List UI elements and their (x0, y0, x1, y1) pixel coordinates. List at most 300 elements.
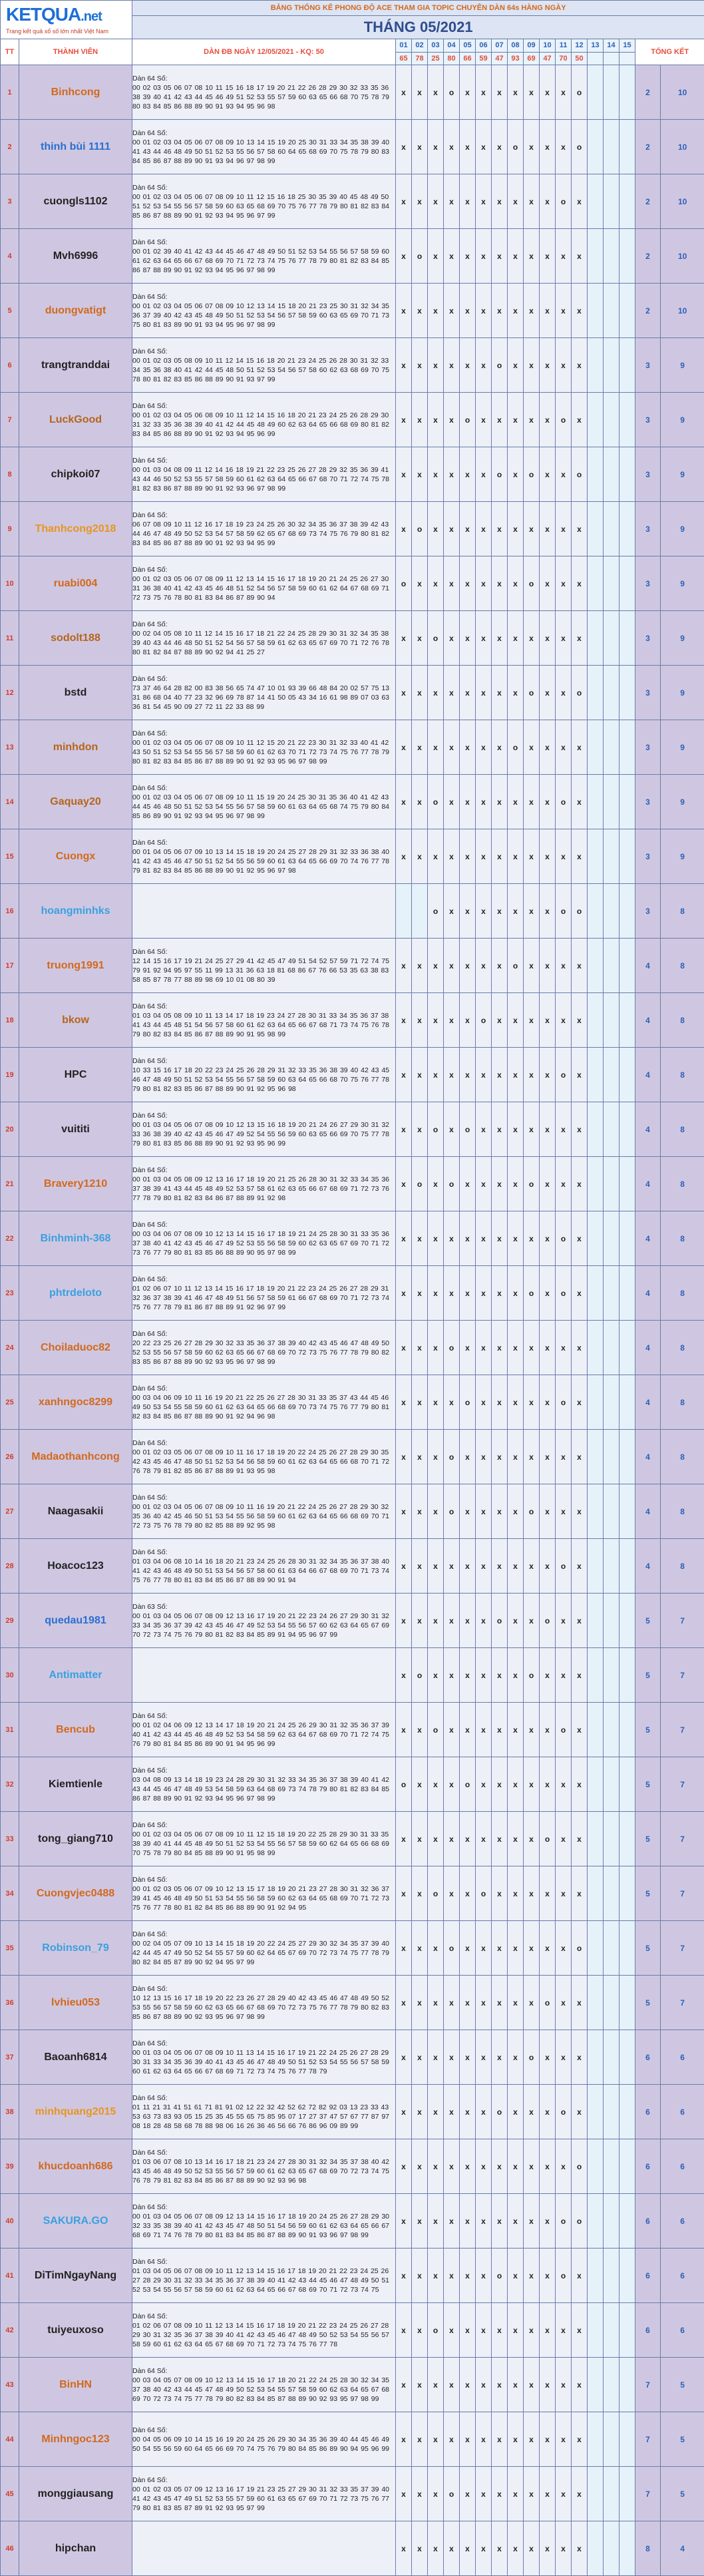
member-name[interactable]: minhdon (19, 720, 132, 775)
day-mark: o (572, 2139, 588, 2194)
dan-cell (132, 1484, 396, 1539)
table-row (1, 611, 704, 666)
member-name[interactable]: HPC (19, 1048, 132, 1102)
day-mark (588, 65, 604, 120)
day-mark: x (508, 2467, 524, 2521)
total-b: 9 (661, 666, 704, 720)
dan-numbers: 00 01 02 03 05 06 07 08 09 11 12 13 14 15 16 17 18 19 20 21 24 25 26 27 30 31 36 38 40 41 42 43 45 46 48 51 52 54 56 57 58 59 60 61 62 64 67 68 69 71 72 73 75 76 78 80 81 83 84 86 87 89 90 94 (132, 574, 395, 602)
day-result: 80 (444, 52, 460, 65)
day-mark: x (572, 993, 588, 1048)
day-mark (619, 1375, 635, 1430)
day-mark: x (492, 884, 508, 939)
member-name[interactable]: Hoacoc123 (19, 1539, 132, 1594)
dan-label: Dàn 64 Số: (132, 783, 395, 793)
member-name[interactable]: Mvh6996 (19, 229, 132, 284)
day-mark: x (444, 284, 460, 338)
table-row (1, 2085, 704, 2139)
day-mark (619, 2303, 635, 2358)
day-mark: x (460, 1048, 476, 1102)
total-a: 5 (635, 1757, 661, 1812)
dan-numbers: 00 01 02 04 06 09 12 13 14 17 18 19 20 21 24 25 26 29 30 31 32 35 36 37 39 40 41 42 43 44 45 46 48 49 52 53 54 58 59 62 63 64 67 68 69 70 71 72 74 75 76 79 80 81 84 85 86 89 90 91 94 95 96 99 (132, 1721, 395, 1749)
day-mark: x (492, 993, 508, 1048)
total-a: 3 (635, 556, 661, 611)
member-name[interactable]: Binhminh-368 (19, 1211, 132, 1266)
total-b: 10 (661, 65, 704, 120)
day-header: 10 (540, 39, 556, 53)
member-name[interactable]: xanhngoc8299 (19, 1375, 132, 1430)
row-index: 12 (1, 666, 19, 720)
day-mark: x (492, 393, 508, 447)
table-row (1, 1757, 704, 1812)
day-mark: x (572, 1866, 588, 1921)
member-name[interactable]: Minhngoc123 (19, 2412, 132, 2467)
logo-tagline: Trang kết quả xổ số lớn nhất Việt Nam (6, 28, 132, 35)
day-mark: x (428, 393, 444, 447)
day-mark: x (524, 1976, 540, 2030)
day-mark (588, 829, 604, 884)
row-index: 3 (1, 174, 19, 229)
dan-numbers: 00 01 03 04 05 06 07 08 09 10 12 13 15 16 18 19 20 21 24 26 27 29 30 31 32 33 36 38 39 40 42 43 45 46 47 49 52 54 55 56 59 60 63 65 66 69 70 75 77 78 79 80 81 83 85 86 88 89 90 91 92 93 95 96 99 (132, 1120, 395, 1148)
day-mark: x (412, 1430, 428, 1484)
day-mark: x (556, 1430, 572, 1484)
day-mark: o (524, 1266, 540, 1321)
day-mark: x (508, 174, 524, 229)
day-mark (619, 993, 635, 1048)
day-mark: o (444, 1321, 460, 1375)
day-mark: x (492, 174, 508, 229)
member-name[interactable]: minhquang2015 (19, 2085, 132, 2139)
member-name[interactable]: Cuongx (19, 829, 132, 884)
member-name[interactable]: Bencub (19, 1703, 132, 1757)
day-mark: x (428, 65, 444, 120)
day-mark: o (492, 2249, 508, 2303)
day-mark: o (396, 556, 412, 611)
day-mark: x (508, 556, 524, 611)
dan-cell (132, 2358, 396, 2412)
day-mark: o (492, 338, 508, 393)
total-a: 7 (635, 2467, 661, 2521)
table-row (1, 939, 704, 993)
day-mark: x (508, 993, 524, 1048)
day-mark: x (572, 1321, 588, 1375)
member-name[interactable]: trangtranddai (19, 338, 132, 393)
dan-cell (132, 884, 396, 939)
day-mark: x (572, 174, 588, 229)
member-name[interactable]: Kiemtienle (19, 1757, 132, 1812)
total-b: 8 (661, 1157, 704, 1211)
dan-numbers: 00 01 03 04 05 08 09 12 13 16 17 18 19 20 21 25 26 28 30 31 32 33 34 35 36 37 38 39 41 43 44 45 48 49 52 53 57 58 61 62 63 65 66 67 68 69 71 72 73 76 77 78 79 80 81 82 83 84 86 87 88 89 91 92 98 (132, 1175, 395, 1203)
day-mark: x (508, 1757, 524, 1812)
day-mark: x (412, 1375, 428, 1430)
table-row (1, 447, 704, 502)
day-mark: x (396, 2194, 412, 2249)
day-mark: x (524, 939, 540, 993)
total-b: 8 (661, 1211, 704, 1266)
day-mark: x (508, 1375, 524, 1430)
dan-label: Dàn 64 Số: (132, 1220, 395, 1229)
day-mark (588, 393, 604, 447)
day-mark: x (556, 502, 572, 556)
day-mark: x (540, 2085, 556, 2139)
day-mark (588, 2249, 604, 2303)
day-mark: o (572, 120, 588, 174)
day-mark: x (492, 2521, 508, 2576)
member-name[interactable]: khucdoanh686 (19, 2139, 132, 2194)
dan-label: Dàn 64 Số: (132, 511, 395, 520)
day-mark: x (428, 1539, 444, 1594)
day-mark: o (556, 884, 572, 939)
day-mark: x (524, 1211, 540, 1266)
logo-tld: .net (81, 9, 102, 24)
day-mark: o (556, 174, 572, 229)
total-b: 8 (661, 1048, 704, 1102)
row-index: 40 (1, 2194, 19, 2249)
member-name[interactable]: thinh bùi 1111 (19, 120, 132, 174)
day-mark: x (460, 2030, 476, 2085)
day-mark (588, 1266, 604, 1321)
total-a: 3 (635, 884, 661, 939)
day-mark: o (524, 2030, 540, 2085)
member-name[interactable]: chipkoi07 (19, 447, 132, 502)
member-name[interactable]: bkow (19, 993, 132, 1048)
total-a: 4 (635, 1484, 661, 1539)
day-mark: x (572, 1430, 588, 1484)
day-mark: x (572, 556, 588, 611)
member-name[interactable]: BinHN (19, 2358, 132, 2412)
col-dan: DÀN ĐB NGÀY 12/05/2021 - KQ: 50 (132, 39, 396, 65)
day-mark (619, 1266, 635, 1321)
day-mark: x (412, 2521, 428, 2576)
member-name[interactable]: Thanhcong2018 (19, 502, 132, 556)
day-header: 15 (619, 39, 635, 53)
total-a: 8 (635, 2521, 661, 2576)
row-index: 26 (1, 1430, 19, 1484)
member-name[interactable]: truong1991 (19, 939, 132, 993)
dan-numbers: 01 03 04 05 06 07 08 09 10 11 12 13 14 15 16 17 18 19 20 21 22 23 24 25 26 27 28 29 30 31 32 33 34 35 36 37 38 39 40 41 42 43 44 45 46 47 48 49 50 51 52 53 54 55 56 57 58 59 60 61 62 63 64 65 66 67 68 69 70 71 72 73 74 75 (132, 2266, 395, 2294)
day-mark (619, 1430, 635, 1484)
total-b: 8 (661, 939, 704, 993)
dan-label: Dàn 64 Số: (132, 1002, 395, 1011)
day-mark: x (556, 1757, 572, 1812)
day-mark: x (508, 2194, 524, 2249)
total-a: 3 (635, 338, 661, 393)
day-mark (588, 229, 604, 284)
table-row (1, 2521, 704, 2576)
day-mark: o (572, 447, 588, 502)
member-name[interactable]: Cuongvjec0488 (19, 1866, 132, 1921)
day-mark: x (476, 1594, 492, 1648)
day-mark (588, 120, 604, 174)
day-mark: x (524, 1866, 540, 1921)
table-row (1, 65, 704, 120)
day-mark: x (540, 120, 556, 174)
total-a: 2 (635, 229, 661, 284)
day-mark: o (524, 1484, 540, 1539)
day-mark (604, 1812, 619, 1866)
day-mark: x (460, 2467, 476, 2521)
day-mark: x (556, 2139, 572, 2194)
member-name[interactable]: LuckGood (19, 393, 132, 447)
day-mark (588, 2030, 604, 2085)
day-mark: x (492, 2412, 508, 2467)
day-mark: x (572, 2467, 588, 2521)
dan-cell (132, 174, 396, 229)
dan-label: Dàn 64 Số: (132, 1984, 395, 1994)
day-mark: x (476, 829, 492, 884)
row-index: 44 (1, 2412, 19, 2467)
member-name[interactable]: Baoanh6814 (19, 2030, 132, 2085)
dan-label: Dàn 64 Số: (132, 1438, 395, 1448)
row-index: 30 (1, 1648, 19, 1703)
day-mark: o (460, 1102, 476, 1157)
dan-numbers: 01 03 04 06 08 10 14 16 18 20 21 23 24 25 26 28 30 31 32 34 35 36 37 38 40 41 42 43 46 48 49 50 51 53 54 56 57 58 60 61 63 64 66 67 68 69 70 71 73 74 75 76 77 78 80 81 83 84 85 86 87 88 89 90 91 94 (132, 1557, 395, 1585)
day-mark (619, 2139, 635, 2194)
day-mark: x (508, 284, 524, 338)
member-name[interactable]: Naagasakii (19, 1484, 132, 1539)
member-name[interactable]: bstd (19, 666, 132, 720)
day-mark: x (412, 666, 428, 720)
day-mark: x (396, 1648, 412, 1703)
day-mark: x (492, 120, 508, 174)
day-mark (619, 556, 635, 611)
row-index: 27 (1, 1484, 19, 1539)
day-mark: x (540, 502, 556, 556)
day-mark: o (460, 1375, 476, 1430)
day-mark: x (508, 2303, 524, 2358)
dan-label: Dàn 64 Số: (132, 2366, 395, 2376)
day-mark: x (540, 447, 556, 502)
day-mark (619, 1594, 635, 1648)
dan-numbers: 00 01 02 03 04 05 06 07 08 09 10 13 14 15 19 20 25 30 31 33 34 35 38 39 40 41 43 44 46 48 49 50 51 52 53 55 56 57 58 60 64 65 68 69 70 75 78 79 80 83 84 85 86 87 88 89 90 91 93 94 96 97 98 99 (132, 138, 395, 166)
day-mark: o (524, 666, 540, 720)
day-mark: x (444, 720, 460, 775)
member-name[interactable]: Choiladuoc82 (19, 1321, 132, 1375)
day-mark: o (540, 1812, 556, 1866)
day-mark: x (556, 2030, 572, 2085)
day-mark (619, 338, 635, 393)
day-mark (619, 1648, 635, 1703)
day-mark: o (428, 884, 444, 939)
dan-label: Dàn 64 Số: (132, 456, 395, 465)
day-mark: x (492, 2030, 508, 2085)
day-mark: x (508, 2521, 524, 2576)
row-index: 31 (1, 1703, 19, 1757)
member-name[interactable]: ruabi004 (19, 556, 132, 611)
table-row (1, 174, 704, 229)
member-name[interactable]: duongvatigt (19, 284, 132, 338)
day-mark: x (476, 2085, 492, 2139)
day-mark (619, 939, 635, 993)
day-mark (604, 775, 619, 829)
day-mark: x (412, 1102, 428, 1157)
day-mark: x (476, 1921, 492, 1976)
day-mark: x (476, 120, 492, 174)
dan-label: Dàn 64 Số: (132, 674, 395, 684)
member-name[interactable]: Binhcong (19, 65, 132, 120)
day-mark: x (444, 2303, 460, 2358)
day-mark (619, 502, 635, 556)
dan-label: Dàn 64 Số: (132, 1821, 395, 1830)
dan-numbers: 00 01 03 04 05 06 07 08 09 10 11 13 14 15 16 17 19 21 22 24 25 26 27 28 29 30 31 33 34 35 36 39 40 41 43 45 46 47 48 49 50 51 52 53 54 55 56 57 58 59 60 61 62 63 64 65 66 67 68 69 71 72 73 74 75 76 77 78 79 (132, 2048, 395, 2076)
member-name[interactable]: Antimatter (19, 1648, 132, 1703)
day-mark: x (396, 1157, 412, 1211)
day-mark: x (412, 284, 428, 338)
day-mark (588, 1048, 604, 1102)
dan-cell (132, 2249, 396, 2303)
day-mark: x (492, 1102, 508, 1157)
row-index: 5 (1, 284, 19, 338)
row-index: 33 (1, 1812, 19, 1866)
day-mark: x (460, 1430, 476, 1484)
day-mark: x (428, 2085, 444, 2139)
dan-numbers: 10 33 15 16 17 18 20 22 23 24 25 26 28 29 31 32 33 35 36 38 39 40 42 43 45 46 47 48 49 50 51 52 53 54 55 56 57 58 59 60 63 64 65 66 68 70 75 76 77 78 79 80 81 82 83 85 86 87 88 89 90 91 92 95 96 98 (132, 1066, 395, 1094)
day-mark: o (524, 1157, 540, 1211)
member-name[interactable]: Gaquay20 (19, 775, 132, 829)
day-mark: x (444, 775, 460, 829)
member-name[interactable]: hipchan (19, 2521, 132, 2576)
day-mark: x (524, 884, 540, 939)
dan-cell (132, 1375, 396, 1430)
dan-cell (132, 1921, 396, 1976)
member-name[interactable]: tuiyeuxoso (19, 2303, 132, 2358)
dan-numbers: 73 37 46 64 28 82 00 83 38 56 65 74 47 10 01 93 39 66 48 84 20 02 57 75 13 31 86 68 04 40 77 23 32 96 69 78 87 14 41 50 05 43 34 16 61 98 89 07 03 63 36 81 54 45 90 09 27 72 11 22 33 88 99 (132, 684, 395, 712)
day-mark: o (428, 775, 444, 829)
day-mark: x (540, 2030, 556, 2085)
day-mark (619, 1484, 635, 1539)
table-row (1, 1102, 704, 1157)
dan-label: Dàn 64 Số: (132, 2148, 395, 2157)
day-mark (619, 2358, 635, 2412)
day-mark: x (524, 65, 540, 120)
day-header: 03 (428, 39, 444, 53)
day-mark: x (492, 1757, 508, 1812)
table-row (1, 120, 704, 174)
dan-numbers: 00 01 02 03 04 05 06 07 08 09 10 11 12 15 20 21 22 23 30 31 32 33 40 41 42 43 50 51 52 53 54 55 56 57 58 59 60 61 62 63 70 71 72 73 74 75 76 77 78 79 80 81 82 83 84 85 86 87 88 89 90 91 92 93 95 96 97 98 99 (132, 738, 395, 766)
day-mark: x (508, 1048, 524, 1102)
day-mark: x (444, 1976, 460, 2030)
day-mark (588, 556, 604, 611)
dan-numbers: 00 01 02 03 05 08 09 10 11 12 14 15 16 18 20 21 23 24 25 26 28 30 31 32 33 34 35 36 38 40 41 42 44 45 48 50 51 52 53 54 56 57 58 60 62 63 68 69 70 75 78 80 81 82 83 85 86 88 89 90 91 93 97 99 (132, 356, 395, 384)
logo[interactable] (1, 1, 132, 39)
day-mark: o (460, 1757, 476, 1812)
day-mark (619, 1157, 635, 1211)
member-name[interactable]: phtrdeloto (19, 1266, 132, 1321)
member-name[interactable]: Robinson_79 (19, 1921, 132, 1976)
table-row (1, 2303, 704, 2358)
day-mark: x (572, 2412, 588, 2467)
member-name[interactable]: tong_giang710 (19, 1812, 132, 1866)
day-mark: x (508, 2030, 524, 2085)
day-mark: o (412, 1157, 428, 1211)
table-row (1, 1539, 704, 1594)
day-mark: x (508, 1484, 524, 1539)
day-mark: x (412, 1976, 428, 2030)
day-mark: x (476, 2030, 492, 2085)
day-mark: x (460, 1648, 476, 1703)
member-name[interactable]: Madaothanhcong (19, 1430, 132, 1484)
member-name[interactable]: SAKURA.GO (19, 2194, 132, 2249)
day-mark: x (476, 65, 492, 120)
total-a: 4 (635, 993, 661, 1048)
day-mark: x (508, 447, 524, 502)
day-mark: x (524, 1703, 540, 1757)
member-name[interactable]: Bravery1210 (19, 1157, 132, 1211)
day-mark: x (508, 1921, 524, 1976)
total-a: 3 (635, 393, 661, 447)
total-b: 8 (661, 1430, 704, 1484)
total-b: 9 (661, 447, 704, 502)
day-mark: x (540, 993, 556, 1048)
member-name[interactable]: lvhieu053 (19, 1976, 132, 2030)
row-index: 41 (1, 2249, 19, 2303)
day-mark: o (556, 1211, 572, 1266)
row-index: 10 (1, 556, 19, 611)
day-mark: x (460, 2085, 476, 2139)
day-mark: o (556, 1048, 572, 1102)
day-mark: x (492, 284, 508, 338)
member-name[interactable]: sodolt188 (19, 611, 132, 666)
day-mark: o (428, 611, 444, 666)
day-mark (604, 611, 619, 666)
day-mark (619, 393, 635, 447)
dan-numbers: 00 01 02 03 05 07 09 12 13 16 17 19 21 23 25 27 29 30 31 32 33 35 37 39 40 41 42 43 45 47 49 51 52 53 55 57 59 60 61 63 65 67 69 70 71 72 73 75 76 77 79 80 81 83 85 87 89 91 92 93 95 97 99 (132, 2485, 395, 2513)
day-mark (619, 1866, 635, 1921)
day-mark: x (572, 720, 588, 775)
member-name[interactable]: vuititi (19, 1102, 132, 1157)
day-mark (588, 1976, 604, 2030)
day-header: 05 (460, 39, 476, 53)
day-mark: x (492, 229, 508, 284)
day-mark: x (492, 1321, 508, 1375)
day-mark: x (396, 775, 412, 829)
dan-cell (132, 666, 396, 720)
day-mark: x (556, 666, 572, 720)
day-mark: x (524, 1594, 540, 1648)
member-name[interactable]: monggiausang (19, 2467, 132, 2521)
day-mark: x (444, 2030, 460, 2085)
day-mark: x (508, 829, 524, 884)
col-tt: TT (1, 39, 19, 65)
dan-label: Dàn 64 Số: (132, 1056, 395, 1066)
day-mark: x (524, 502, 540, 556)
day-mark: x (556, 1594, 572, 1648)
day-mark (604, 2249, 619, 2303)
day-header: 13 (588, 39, 604, 53)
day-mark: x (412, 174, 428, 229)
table-row (1, 2249, 704, 2303)
member-name[interactable]: cuongls1102 (19, 174, 132, 229)
day-mark: x (492, 1157, 508, 1211)
day-mark (588, 1321, 604, 1375)
day-mark: x (476, 775, 492, 829)
dan-numbers: 00 02 04 05 07 09 10 13 14 15 18 19 20 22 24 25 27 29 30 32 34 35 37 39 40 42 44 45 47 49 50 52 54 55 57 59 60 62 64 65 67 69 70 72 73 74 75 77 78 79 80 82 84 85 87 89 90 92 94 95 97 99 (132, 1939, 395, 1967)
day-mark (619, 775, 635, 829)
member-name[interactable]: hoangminhks (19, 884, 132, 939)
member-name[interactable]: quedau1981 (19, 1594, 132, 1648)
day-mark: x (524, 775, 540, 829)
day-mark: x (460, 993, 476, 1048)
day-mark: x (396, 993, 412, 1048)
day-mark (619, 2085, 635, 2139)
day-mark: x (444, 1102, 460, 1157)
dan-cell (132, 65, 396, 120)
row-index: 15 (1, 829, 19, 884)
day-mark: x (508, 393, 524, 447)
day-header: 06 (476, 39, 492, 53)
day-mark: x (476, 229, 492, 284)
day-mark: o (540, 1594, 556, 1648)
member-name[interactable]: DiTimNgayNang (19, 2249, 132, 2303)
